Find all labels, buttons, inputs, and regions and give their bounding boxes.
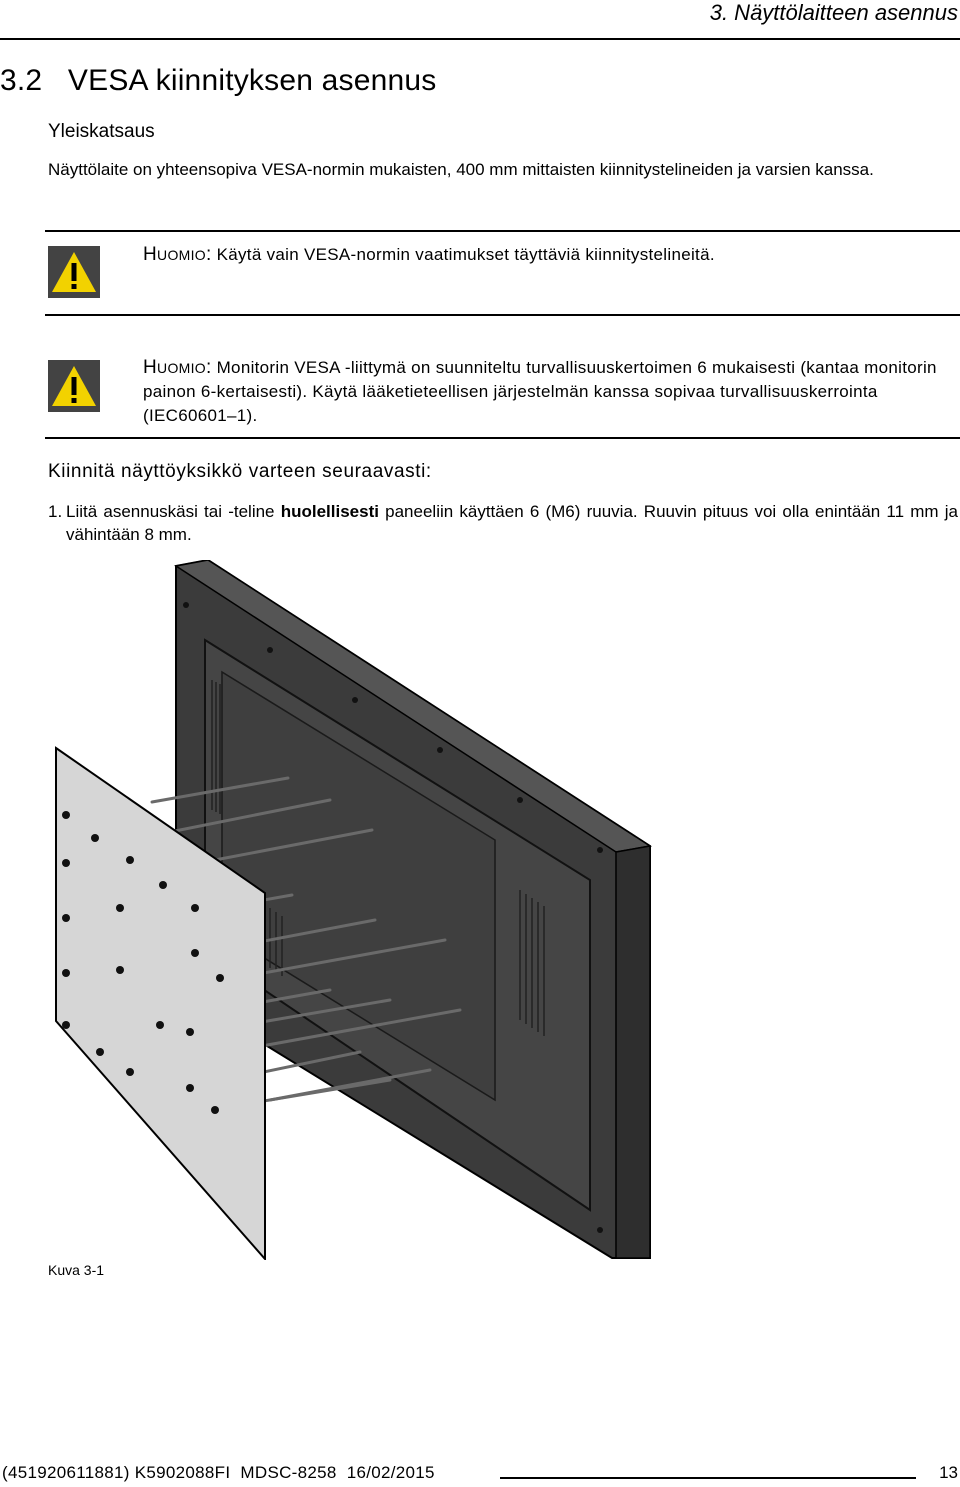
step-number: 1. [48,502,63,521]
step-emphasis: huolellisesti [280,502,379,521]
caution-text: Käytä vain VESA-normin vaatimukset täyttäviä kiinnitystelineitä. [211,245,715,264]
caution-top-rule [45,230,960,232]
caution-label-colon: : [205,357,212,378]
footer-doc-info: (451920611881) K5902088FI MDSC-8258 16/02/2015 [2,1463,435,1482]
subheading: Yleiskatsaus [48,121,155,142]
header-rule [0,38,960,40]
caution-label: UOMIO [157,247,206,263]
caution-label-colon: : [205,244,212,265]
running-header: 3. Näyttölaitteen asennus [709,0,958,25]
intro-paragraph: Näyttölaite on yhteensopiva VESA-normin mukaisten, 400 mm mittaisten kiinnitystelineiden ja varsien kanssa. [48,160,874,179]
page-number: 13 [939,1463,958,1482]
monitor-side-edge [616,846,650,1258]
vesa-mount-figure [0,560,960,1260]
warning-triangle-icon [48,360,100,412]
step-text-before: Liitä asennuskäsi tai -teline [66,502,281,521]
caution-label: UOMIO [157,360,206,376]
monitor-illustration [0,560,960,1260]
caution-bottom-rule [45,437,960,439]
procedure-heading: Kiinnitä näyttöyksikkö varteen seuraavasti: [48,461,432,482]
figure-caption: Kuva 3-1 [48,1262,105,1278]
procedure-step-1 [48,500,958,546]
caution-text: Monitorin VESA -liittymä on suunniteltu turvallisuuskertoimen 6 mukaisesti (kantaa monitorin painon 6-kertaisesti). Käytä lääketieteellisen järjestelmän kanssa sopivaa turvallisuuskerrointa (IEC60601–1). [143,358,937,425]
footer-rule [500,1477,916,1479]
step-text [48,500,958,546]
warning-triangle-icon [48,246,100,298]
caution-bottom-rule [45,314,960,316]
caution-label-initial: H [143,244,158,265]
caution-label-initial: H [143,357,158,378]
caution-note-1 [143,243,958,267]
caution-note-2 [143,356,958,428]
section-title: 3.2 VESA kiinnityksen asennus [0,64,437,97]
step-text-after: paneeliin käyttäen 6 (M6) ruuvia. Ruuvin pituus voi olla enintään 11 mm ja vähintään 8 mm. [66,502,959,544]
